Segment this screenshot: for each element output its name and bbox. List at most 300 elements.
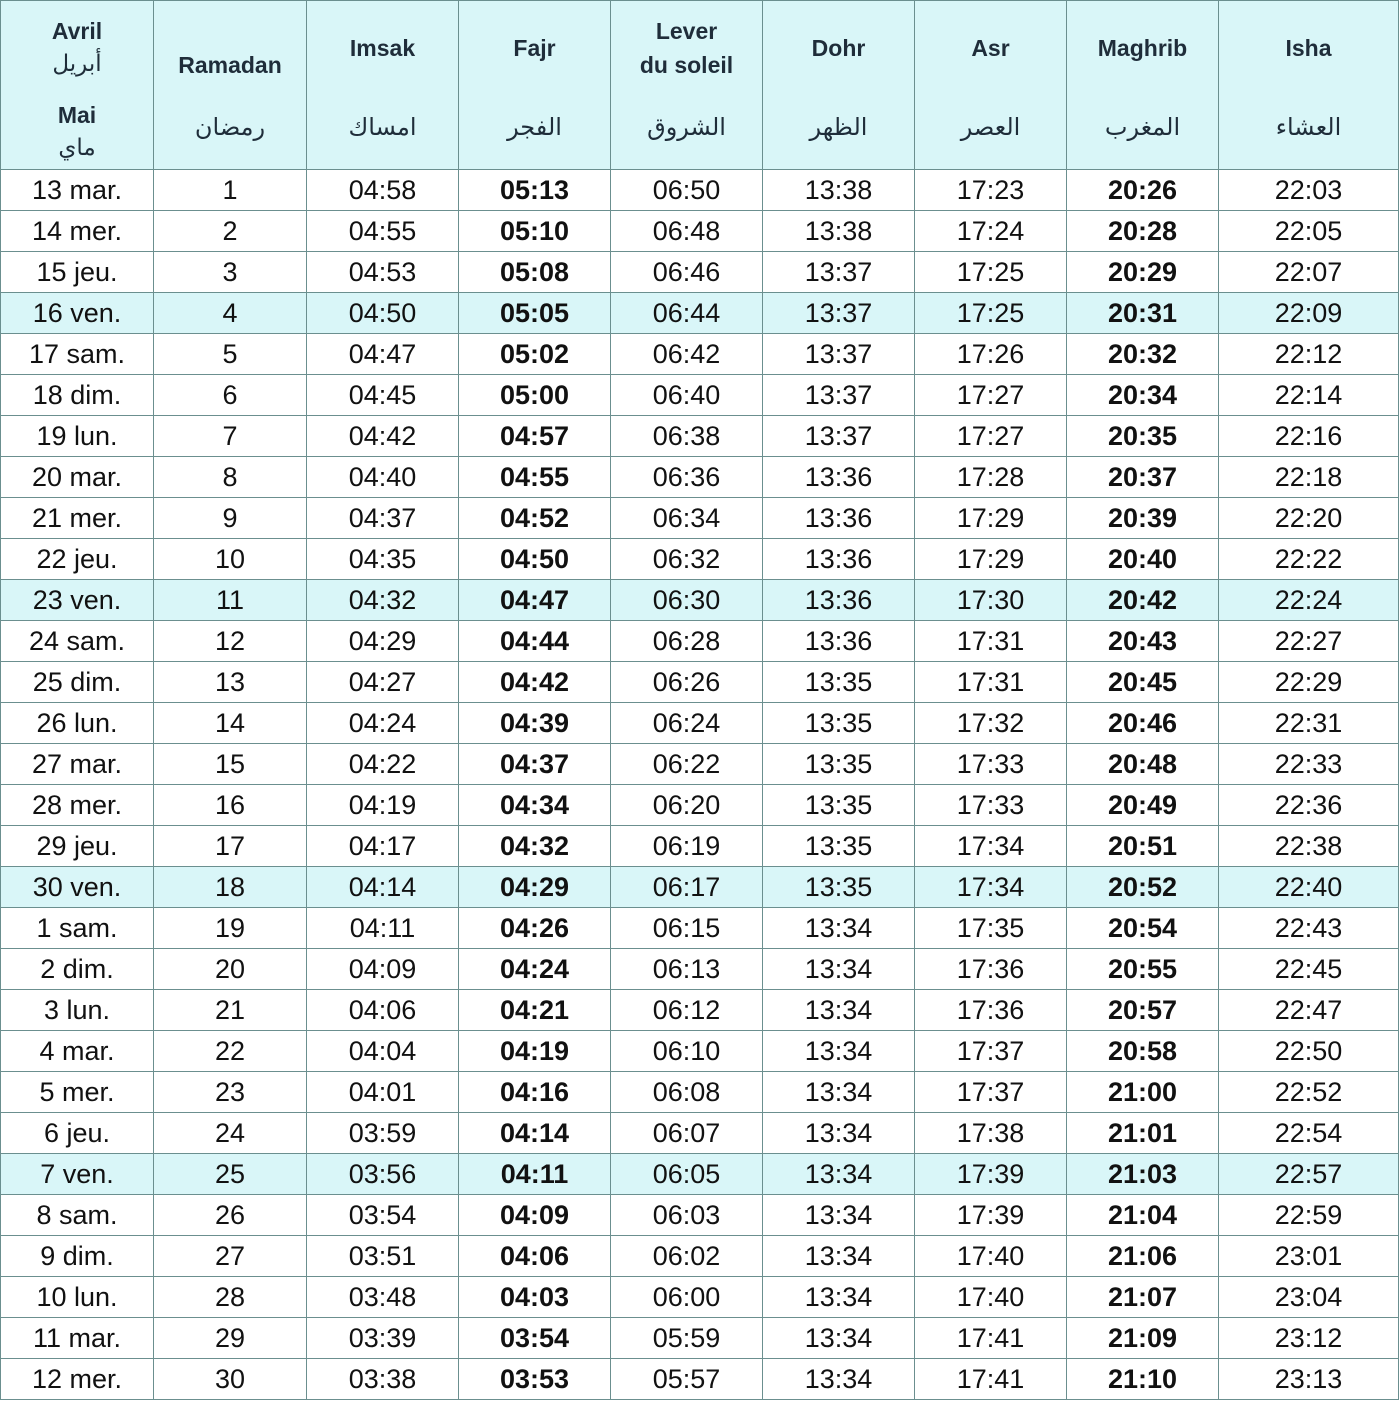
- header-row: [1, 1, 1399, 170]
- cell-ramadan: 28: [154, 1277, 307, 1318]
- header-sunrise-fr2: du soleil: [639, 52, 734, 78]
- cell-dohr: 13:34: [763, 990, 915, 1031]
- cell-fajr: 04:21: [459, 990, 611, 1031]
- cell-imsak: 04:14: [307, 867, 459, 908]
- cell-maghrib: 20:39: [1067, 498, 1219, 539]
- cell-sunrise: 06:40: [611, 375, 763, 416]
- cell-sunrise: 06:26: [611, 662, 763, 703]
- cell-asr: 17:28: [915, 457, 1067, 498]
- cell-sunrise: 06:42: [611, 334, 763, 375]
- cell-dohr: 13:35: [763, 703, 915, 744]
- header-date-ar1: أبريل: [52, 50, 102, 76]
- cell-ramadan: 3: [154, 252, 307, 293]
- table-row: [1, 498, 1399, 539]
- cell-fajr: 03:54: [459, 1318, 611, 1359]
- cell-asr: 17:25: [915, 293, 1067, 334]
- cell-fajr: 04:11: [459, 1154, 611, 1195]
- table-row: [1, 1195, 1399, 1236]
- cell-date: 26 lun.: [1, 703, 154, 744]
- cell-date: 16 ven.: [1, 293, 154, 334]
- cell-ramadan: 10: [154, 539, 307, 580]
- cell-ramadan: 11: [154, 580, 307, 621]
- cell-imsak: 04:35: [307, 539, 459, 580]
- cell-date: 22 jeu.: [1, 539, 154, 580]
- cell-isha: 22:43: [1219, 908, 1399, 949]
- cell-sunrise: 06:19: [611, 826, 763, 867]
- table-row: [1, 580, 1399, 621]
- cell-ramadan: 4: [154, 293, 307, 334]
- cell-imsak: 03:59: [307, 1113, 459, 1154]
- header-date: [1, 1, 154, 170]
- cell-dohr: 13:34: [763, 1318, 915, 1359]
- cell-date: 28 mer.: [1, 785, 154, 826]
- table-row: [1, 703, 1399, 744]
- cell-ramadan: 22: [154, 1031, 307, 1072]
- cell-dohr: 13:36: [763, 580, 915, 621]
- cell-maghrib: 20:46: [1067, 703, 1219, 744]
- header-imsak-ar: امساك: [348, 114, 417, 141]
- cell-date: 13 mar.: [1, 170, 154, 211]
- cell-maghrib: 20:54: [1067, 908, 1219, 949]
- cell-isha: 22:54: [1219, 1113, 1399, 1154]
- cell-sunrise: 06:24: [611, 703, 763, 744]
- cell-isha: 22:07: [1219, 252, 1399, 293]
- cell-maghrib: 21:03: [1067, 1154, 1219, 1195]
- cell-dohr: 13:38: [763, 211, 915, 252]
- header-imsak-fr: Imsak: [349, 35, 416, 61]
- cell-isha: 22:24: [1219, 580, 1399, 621]
- cell-date: 15 jeu.: [1, 252, 154, 293]
- cell-maghrib: 20:40: [1067, 539, 1219, 580]
- cell-asr: 17:40: [915, 1236, 1067, 1277]
- cell-dohr: 13:35: [763, 867, 915, 908]
- cell-fajr: 04:16: [459, 1072, 611, 1113]
- cell-dohr: 13:37: [763, 334, 915, 375]
- cell-sunrise: 06:05: [611, 1154, 763, 1195]
- cell-fajr: 05:08: [459, 252, 611, 293]
- cell-fajr: 04:34: [459, 785, 611, 826]
- cell-date: 17 sam.: [1, 334, 154, 375]
- cell-sunrise: 06:46: [611, 252, 763, 293]
- cell-date: 25 dim.: [1, 662, 154, 703]
- cell-dohr: 13:34: [763, 1113, 915, 1154]
- cell-dohr: 13:37: [763, 416, 915, 457]
- cell-dohr: 13:35: [763, 662, 915, 703]
- cell-imsak: 04:24: [307, 703, 459, 744]
- cell-dohr: 13:36: [763, 539, 915, 580]
- cell-sunrise: 06:30: [611, 580, 763, 621]
- cell-fajr: 04:14: [459, 1113, 611, 1154]
- table-row: [1, 990, 1399, 1031]
- cell-date: 10 lun.: [1, 1277, 154, 1318]
- header-dohr: [763, 1, 915, 170]
- cell-fajr: 04:06: [459, 1236, 611, 1277]
- cell-asr: 17:37: [915, 1072, 1067, 1113]
- cell-dohr: 13:34: [763, 1277, 915, 1318]
- cell-maghrib: 21:09: [1067, 1318, 1219, 1359]
- cell-fajr: 04:44: [459, 621, 611, 662]
- table-row: [1, 908, 1399, 949]
- header-asr: [915, 1, 1067, 170]
- cell-maghrib: 20:45: [1067, 662, 1219, 703]
- table-row: [1, 1318, 1399, 1359]
- header-fajr-fr: Fajr: [513, 35, 556, 61]
- cell-isha: 22:27: [1219, 621, 1399, 662]
- cell-date: 14 mer.: [1, 211, 154, 252]
- cell-fajr: 03:53: [459, 1359, 611, 1400]
- table-row: [1, 293, 1399, 334]
- cell-fajr: 04:37: [459, 744, 611, 785]
- cell-asr: 17:34: [915, 826, 1067, 867]
- cell-ramadan: 7: [154, 416, 307, 457]
- cell-ramadan: 9: [154, 498, 307, 539]
- cell-asr: 17:27: [915, 375, 1067, 416]
- cell-isha: 22:33: [1219, 744, 1399, 785]
- cell-imsak: 04:11: [307, 908, 459, 949]
- cell-dohr: 13:34: [763, 1359, 915, 1400]
- cell-isha: 22:05: [1219, 211, 1399, 252]
- header-ramadan-fr: Ramadan: [178, 52, 282, 78]
- cell-ramadan: 5: [154, 334, 307, 375]
- cell-maghrib: 20:49: [1067, 785, 1219, 826]
- cell-imsak: 03:38: [307, 1359, 459, 1400]
- cell-date: 2 dim.: [1, 949, 154, 990]
- cell-isha: 22:50: [1219, 1031, 1399, 1072]
- cell-fajr: 04:47: [459, 580, 611, 621]
- cell-asr: 17:40: [915, 1277, 1067, 1318]
- cell-maghrib: 21:00: [1067, 1072, 1219, 1113]
- cell-maghrib: 20:37: [1067, 457, 1219, 498]
- header-isha-fr: Isha: [1285, 35, 1332, 61]
- cell-fajr: 05:05: [459, 293, 611, 334]
- cell-ramadan: 25: [154, 1154, 307, 1195]
- cell-ramadan: 14: [154, 703, 307, 744]
- cell-maghrib: 21:07: [1067, 1277, 1219, 1318]
- cell-sunrise: 06:38: [611, 416, 763, 457]
- cell-date: 21 mer.: [1, 498, 154, 539]
- cell-fajr: 04:50: [459, 539, 611, 580]
- cell-fajr: 05:10: [459, 211, 611, 252]
- cell-fajr: 05:02: [459, 334, 611, 375]
- cell-imsak: 04:27: [307, 662, 459, 703]
- cell-isha: 22:22: [1219, 539, 1399, 580]
- cell-dohr: 13:35: [763, 744, 915, 785]
- cell-fajr: 04:24: [459, 949, 611, 990]
- cell-isha: 22:03: [1219, 170, 1399, 211]
- cell-date: 30 ven.: [1, 867, 154, 908]
- cell-isha: 22:29: [1219, 662, 1399, 703]
- cell-asr: 17:31: [915, 662, 1067, 703]
- cell-dohr: 13:34: [763, 1195, 915, 1236]
- cell-sunrise: 06:13: [611, 949, 763, 990]
- cell-fajr: 05:00: [459, 375, 611, 416]
- cell-asr: 17:41: [915, 1359, 1067, 1400]
- cell-imsak: 04:19: [307, 785, 459, 826]
- cell-maghrib: 20:28: [1067, 211, 1219, 252]
- cell-maghrib: 20:51: [1067, 826, 1219, 867]
- cell-maghrib: 20:32: [1067, 334, 1219, 375]
- cell-ramadan: 8: [154, 457, 307, 498]
- cell-maghrib: 20:48: [1067, 744, 1219, 785]
- header-isha-ar: العشاء: [1275, 114, 1342, 141]
- cell-maghrib: 20:26: [1067, 170, 1219, 211]
- cell-date: 8 sam.: [1, 1195, 154, 1236]
- cell-fajr: 04:39: [459, 703, 611, 744]
- cell-asr: 17:37: [915, 1031, 1067, 1072]
- cell-date: 29 jeu.: [1, 826, 154, 867]
- cell-isha: 22:31: [1219, 703, 1399, 744]
- table-row: [1, 662, 1399, 703]
- cell-isha: 22:57: [1219, 1154, 1399, 1195]
- cell-fajr: 04:09: [459, 1195, 611, 1236]
- cell-asr: 17:30: [915, 580, 1067, 621]
- header-sunrise-ar: الشروق: [647, 114, 726, 141]
- cell-dohr: 13:34: [763, 949, 915, 990]
- table-row: [1, 867, 1399, 908]
- cell-dohr: 13:34: [763, 1072, 915, 1113]
- cell-ramadan: 16: [154, 785, 307, 826]
- table-row: [1, 334, 1399, 375]
- cell-sunrise: 06:28: [611, 621, 763, 662]
- table-body: [1, 170, 1399, 1400]
- cell-imsak: 04:17: [307, 826, 459, 867]
- cell-fajr: 04:03: [459, 1277, 611, 1318]
- cell-fajr: 04:29: [459, 867, 611, 908]
- cell-maghrib: 21:01: [1067, 1113, 1219, 1154]
- cell-asr: 17:23: [915, 170, 1067, 211]
- header-fajr: [459, 1, 611, 170]
- cell-maghrib: 20:42: [1067, 580, 1219, 621]
- cell-maghrib: 20:34: [1067, 375, 1219, 416]
- table-row: [1, 785, 1399, 826]
- cell-dohr: 13:36: [763, 457, 915, 498]
- cell-asr: 17:32: [915, 703, 1067, 744]
- cell-imsak: 04:06: [307, 990, 459, 1031]
- table-row: [1, 949, 1399, 990]
- cell-asr: 17:33: [915, 785, 1067, 826]
- cell-isha: 22:40: [1219, 867, 1399, 908]
- cell-ramadan: 21: [154, 990, 307, 1031]
- header-maghrib: [1067, 1, 1219, 170]
- cell-asr: 17:24: [915, 211, 1067, 252]
- cell-imsak: 04:29: [307, 621, 459, 662]
- cell-fajr: 04:32: [459, 826, 611, 867]
- cell-asr: 17:27: [915, 416, 1067, 457]
- header-asr-ar: العصر: [960, 114, 1021, 141]
- table-row: [1, 826, 1399, 867]
- cell-date: 20 mar.: [1, 457, 154, 498]
- cell-dohr: 13:38: [763, 170, 915, 211]
- cell-ramadan: 26: [154, 1195, 307, 1236]
- cell-dohr: 13:37: [763, 293, 915, 334]
- cell-ramadan: 13: [154, 662, 307, 703]
- cell-date: 19 lun.: [1, 416, 154, 457]
- cell-asr: 17:33: [915, 744, 1067, 785]
- cell-fajr: 05:13: [459, 170, 611, 211]
- cell-fajr: 04:57: [459, 416, 611, 457]
- cell-ramadan: 24: [154, 1113, 307, 1154]
- cell-isha: 22:59: [1219, 1195, 1399, 1236]
- cell-sunrise: 05:59: [611, 1318, 763, 1359]
- cell-imsak: 04:04: [307, 1031, 459, 1072]
- cell-dohr: 13:37: [763, 252, 915, 293]
- cell-imsak: 04:32: [307, 580, 459, 621]
- cell-maghrib: 20:43: [1067, 621, 1219, 662]
- header-isha: [1219, 1, 1399, 170]
- cell-isha: 23:12: [1219, 1318, 1399, 1359]
- table-row: [1, 1154, 1399, 1195]
- header-sunrise-fr1: Lever: [655, 18, 718, 44]
- cell-dohr: 13:34: [763, 908, 915, 949]
- cell-sunrise: 05:57: [611, 1359, 763, 1400]
- cell-maghrib: 20:55: [1067, 949, 1219, 990]
- cell-sunrise: 06:20: [611, 785, 763, 826]
- table-row: [1, 621, 1399, 662]
- cell-sunrise: 06:17: [611, 867, 763, 908]
- cell-imsak: 04:55: [307, 211, 459, 252]
- cell-isha: 23:04: [1219, 1277, 1399, 1318]
- cell-imsak: 04:45: [307, 375, 459, 416]
- cell-asr: 17:38: [915, 1113, 1067, 1154]
- cell-imsak: 03:56: [307, 1154, 459, 1195]
- cell-imsak: 04:09: [307, 949, 459, 990]
- header-maghrib-fr: Maghrib: [1097, 35, 1188, 61]
- cell-date: 7 ven.: [1, 1154, 154, 1195]
- cell-imsak: 04:53: [307, 252, 459, 293]
- cell-asr: 17:34: [915, 867, 1067, 908]
- cell-isha: 22:20: [1219, 498, 1399, 539]
- cell-ramadan: 17: [154, 826, 307, 867]
- table-row: [1, 1236, 1399, 1277]
- cell-asr: 17:36: [915, 949, 1067, 990]
- cell-ramadan: 30: [154, 1359, 307, 1400]
- cell-asr: 17:25: [915, 252, 1067, 293]
- header-dohr-fr: Dohr: [811, 35, 866, 61]
- header-imsak: [307, 1, 459, 170]
- cell-sunrise: 06:36: [611, 457, 763, 498]
- cell-date: 12 mer.: [1, 1359, 154, 1400]
- cell-date: 1 sam.: [1, 908, 154, 949]
- cell-asr: 17:39: [915, 1154, 1067, 1195]
- cell-imsak: 04:01: [307, 1072, 459, 1113]
- header-asr-fr: Asr: [971, 35, 1010, 61]
- cell-dohr: 13:37: [763, 375, 915, 416]
- cell-asr: 17:39: [915, 1195, 1067, 1236]
- cell-imsak: 04:47: [307, 334, 459, 375]
- cell-isha: 22:52: [1219, 1072, 1399, 1113]
- header-date-fr2: Mai: [57, 102, 97, 128]
- cell-date: 18 dim.: [1, 375, 154, 416]
- cell-ramadan: 2: [154, 211, 307, 252]
- cell-ramadan: 12: [154, 621, 307, 662]
- cell-sunrise: 06:02: [611, 1236, 763, 1277]
- cell-maghrib: 20:52: [1067, 867, 1219, 908]
- cell-ramadan: 15: [154, 744, 307, 785]
- cell-imsak: 03:54: [307, 1195, 459, 1236]
- cell-fajr: 04:52: [459, 498, 611, 539]
- cell-sunrise: 06:32: [611, 539, 763, 580]
- cell-isha: 22:47: [1219, 990, 1399, 1031]
- cell-sunrise: 06:00: [611, 1277, 763, 1318]
- table-row: [1, 1031, 1399, 1072]
- cell-ramadan: 20: [154, 949, 307, 990]
- cell-ramadan: 1: [154, 170, 307, 211]
- cell-dohr: 13:36: [763, 621, 915, 662]
- cell-sunrise: 06:50: [611, 170, 763, 211]
- cell-sunrise: 06:48: [611, 211, 763, 252]
- cell-dohr: 13:35: [763, 785, 915, 826]
- cell-isha: 22:09: [1219, 293, 1399, 334]
- cell-date: 11 mar.: [1, 1318, 154, 1359]
- cell-asr: 17:36: [915, 990, 1067, 1031]
- cell-isha: 23:01: [1219, 1236, 1399, 1277]
- cell-date: 3 lun.: [1, 990, 154, 1031]
- cell-sunrise: 06:10: [611, 1031, 763, 1072]
- header-ramadan-ar: رمضان: [194, 114, 266, 141]
- cell-imsak: 04:58: [307, 170, 459, 211]
- cell-maghrib: 20:57: [1067, 990, 1219, 1031]
- cell-fajr: 04:42: [459, 662, 611, 703]
- table-row: [1, 1359, 1399, 1400]
- cell-isha: 23:13: [1219, 1359, 1399, 1400]
- cell-dohr: 13:34: [763, 1154, 915, 1195]
- cell-fajr: 04:55: [459, 457, 611, 498]
- cell-asr: 17:41: [915, 1318, 1067, 1359]
- header-fajr-ar: الفجر: [507, 114, 562, 141]
- cell-imsak: 04:22: [307, 744, 459, 785]
- cell-fajr: 04:19: [459, 1031, 611, 1072]
- cell-date: 27 mar.: [1, 744, 154, 785]
- cell-fajr: 04:26: [459, 908, 611, 949]
- cell-asr: 17:29: [915, 498, 1067, 539]
- cell-maghrib: 20:29: [1067, 252, 1219, 293]
- cell-isha: 22:45: [1219, 949, 1399, 990]
- cell-isha: 22:18: [1219, 457, 1399, 498]
- cell-imsak: 03:51: [307, 1236, 459, 1277]
- cell-dohr: 13:34: [763, 1236, 915, 1277]
- cell-date: 23 ven.: [1, 580, 154, 621]
- cell-imsak: 03:48: [307, 1277, 459, 1318]
- table-row: [1, 744, 1399, 785]
- header-date-fr1: Avril: [51, 18, 103, 44]
- header-ramadan: [154, 1, 307, 170]
- table-row: [1, 211, 1399, 252]
- header-maghrib-ar: المغرب: [1104, 114, 1181, 141]
- cell-isha: 22:38: [1219, 826, 1399, 867]
- cell-ramadan: 23: [154, 1072, 307, 1113]
- cell-imsak: 04:37: [307, 498, 459, 539]
- cell-asr: 17:35: [915, 908, 1067, 949]
- cell-sunrise: 06:15: [611, 908, 763, 949]
- cell-asr: 17:31: [915, 621, 1067, 662]
- table-row: [1, 252, 1399, 293]
- cell-date: 5 mer.: [1, 1072, 154, 1113]
- table-row: [1, 1072, 1399, 1113]
- cell-imsak: 03:39: [307, 1318, 459, 1359]
- cell-asr: 17:26: [915, 334, 1067, 375]
- cell-maghrib: 20:58: [1067, 1031, 1219, 1072]
- table-row: [1, 1277, 1399, 1318]
- cell-maghrib: 21:04: [1067, 1195, 1219, 1236]
- cell-date: 24 sam.: [1, 621, 154, 662]
- cell-dohr: 13:36: [763, 498, 915, 539]
- cell-sunrise: 06:44: [611, 293, 763, 334]
- cell-sunrise: 06:07: [611, 1113, 763, 1154]
- cell-maghrib: 20:31: [1067, 293, 1219, 334]
- header-dohr-ar: الظهر: [809, 114, 868, 141]
- cell-sunrise: 06:34: [611, 498, 763, 539]
- cell-maghrib: 20:35: [1067, 416, 1219, 457]
